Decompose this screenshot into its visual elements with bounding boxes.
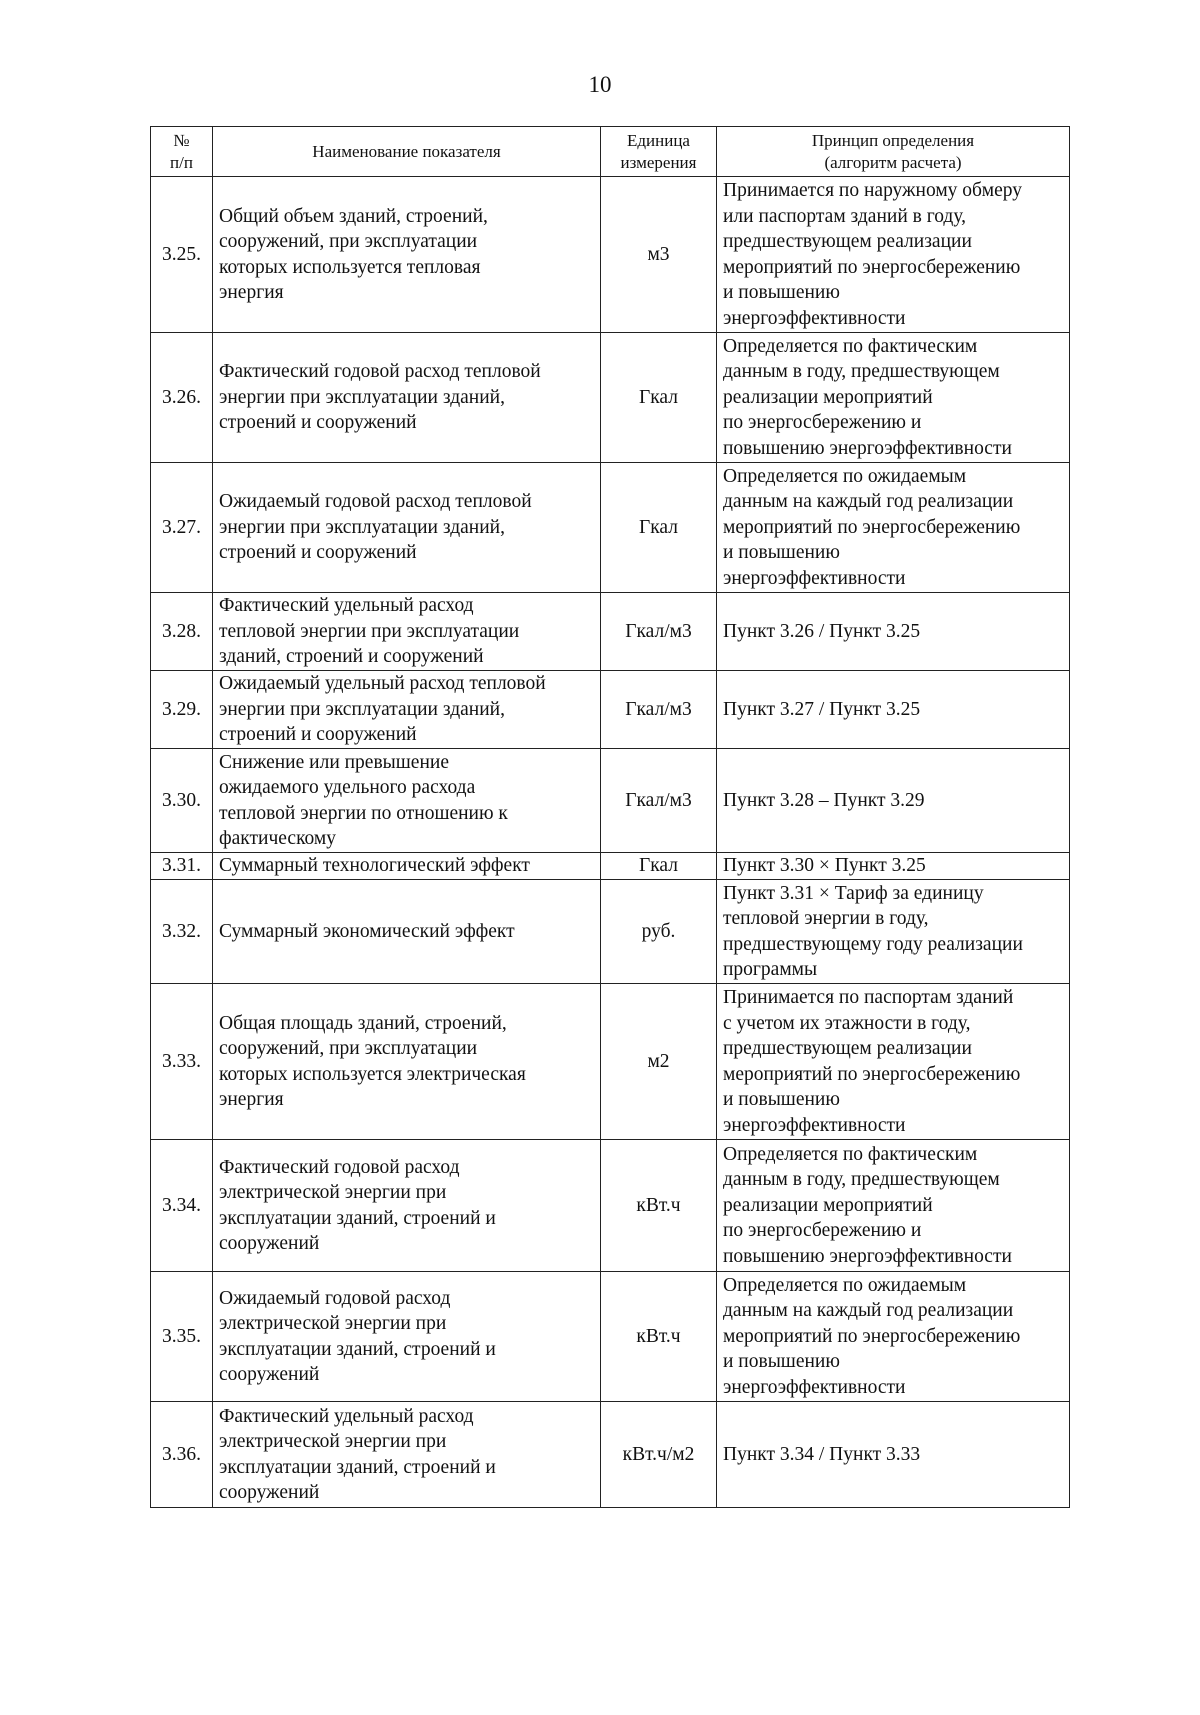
- row-num: 3.32.: [151, 880, 213, 984]
- header-num: № п/п: [151, 127, 213, 177]
- indicators-table: [150, 126, 1070, 1508]
- row-unit: Гкал/м3: [601, 749, 717, 853]
- row-num: 3.35.: [151, 1272, 213, 1402]
- row-name: Ожидаемый годовой расход тепловой энергии при эксплуатации зданий, строений и сооружений: [213, 463, 601, 593]
- row-name: Ожидаемый годовой расход электрической энергии при эксплуатации зданий, строений и сооружений: [213, 1272, 601, 1402]
- row-num: 3.29.: [151, 671, 213, 749]
- row-method: Определяется по ожидаемым данным на каждый год реализации мероприятий по энергосбережению и повышению энергоэффективности: [717, 1272, 1070, 1402]
- header-name: Наименование показателя: [213, 127, 601, 177]
- row-name: Общий объем зданий, строений, сооружений, при эксплуатации которых используется тепловая энергия: [213, 177, 601, 333]
- table-row: [151, 177, 1070, 333]
- row-num: 3.30.: [151, 749, 213, 853]
- row-num: 3.27.: [151, 463, 213, 593]
- page-number: 10: [588, 72, 612, 97]
- row-num: 3.36.: [151, 1402, 213, 1508]
- table-row: [151, 333, 1070, 463]
- row-method: Принимается по паспортам зданий с учетом их этажности в году, предшествующем реализации мероприятий по энергосбережению и повышению энергоэффективности: [717, 984, 1070, 1140]
- row-method: Определяется по фактическим данным в году, предшествующем реализации мероприятий по энергосбережению и повышению энергоэффективности: [717, 1140, 1070, 1272]
- row-unit: м3: [601, 177, 717, 333]
- row-name: Суммарный экономический эффект: [213, 880, 601, 984]
- table-row: [151, 853, 1070, 880]
- table-row: [151, 671, 1070, 749]
- header-unit: Единица измерения: [601, 127, 717, 177]
- row-unit: Гкал: [601, 853, 717, 880]
- row-num: 3.33.: [151, 984, 213, 1140]
- table-header-row: [151, 127, 1070, 177]
- row-num: 3.31.: [151, 853, 213, 880]
- row-name: Общая площадь зданий, строений, сооружений, при эксплуатации которых используется электрическая энергия: [213, 984, 601, 1140]
- table-row: [151, 593, 1070, 671]
- row-method: Принимается по наружному обмеру или паспортам зданий в году, предшествующем реализации мероприятий по энергосбережению и повышению энергоэффективности: [717, 177, 1070, 333]
- row-method: Пункт 3.28 – Пункт 3.29: [717, 749, 1070, 853]
- row-name: Фактический годовой расход тепловой энергии при эксплуатации зданий, строений и сооружений: [213, 333, 601, 463]
- table-row: [151, 1272, 1070, 1402]
- header-method: Принцип определения (алгоритм расчета): [717, 127, 1070, 177]
- row-num: 3.25.: [151, 177, 213, 333]
- row-method: Пункт 3.30 × Пункт 3.25: [717, 853, 1070, 880]
- row-num: 3.26.: [151, 333, 213, 463]
- row-name: Фактический удельный расход тепловой энергии при эксплуатации зданий, строений и сооружений: [213, 593, 601, 671]
- row-unit: кВт.ч: [601, 1272, 717, 1402]
- row-name: Суммарный технологический эффект: [213, 853, 601, 880]
- row-unit: Гкал/м3: [601, 671, 717, 749]
- row-unit: руб.: [601, 880, 717, 984]
- row-method: Пункт 3.27 / Пункт 3.25: [717, 671, 1070, 749]
- row-method: Определяется по ожидаемым данным на каждый год реализации мероприятий по энергосбережению и повышению энергоэффективности: [717, 463, 1070, 593]
- table-row: [151, 1140, 1070, 1272]
- row-unit: Гкал: [601, 463, 717, 593]
- row-name: Ожидаемый удельный расход тепловой энергии при эксплуатации зданий, строений и сооружений: [213, 671, 601, 749]
- row-unit: м2: [601, 984, 717, 1140]
- table-row: [151, 1402, 1070, 1508]
- row-unit: Гкал/м3: [601, 593, 717, 671]
- table-row: [151, 749, 1070, 853]
- row-method: Пункт 3.26 / Пункт 3.25: [717, 593, 1070, 671]
- row-method: Определяется по фактическим данным в году, предшествующем реализации мероприятий по энергосбережению и повышению энергоэффективности: [717, 333, 1070, 463]
- row-unit: Гкал: [601, 333, 717, 463]
- row-unit: кВт.ч: [601, 1140, 717, 1272]
- row-unit: кВт.ч/м2: [601, 1402, 717, 1508]
- row-method: Пункт 3.31 × Тариф за единицу тепловой энергии в году, предшествующему году реализации программы: [717, 880, 1070, 984]
- table-row: [151, 984, 1070, 1140]
- table-row: [151, 463, 1070, 593]
- row-num: 3.28.: [151, 593, 213, 671]
- row-name: Снижение или превышение ожидаемого удельного расхода тепловой энергии по отношению к фактическому: [213, 749, 601, 853]
- row-name: Фактический удельный расход электрической энергии при эксплуатации зданий, строений и сооружений: [213, 1402, 601, 1508]
- table-row: [151, 880, 1070, 984]
- row-num: 3.34.: [151, 1140, 213, 1272]
- row-name: Фактический годовой расход электрической энергии при эксплуатации зданий, строений и сооружений: [213, 1140, 601, 1272]
- row-method: Пункт 3.34 / Пункт 3.33: [717, 1402, 1070, 1508]
